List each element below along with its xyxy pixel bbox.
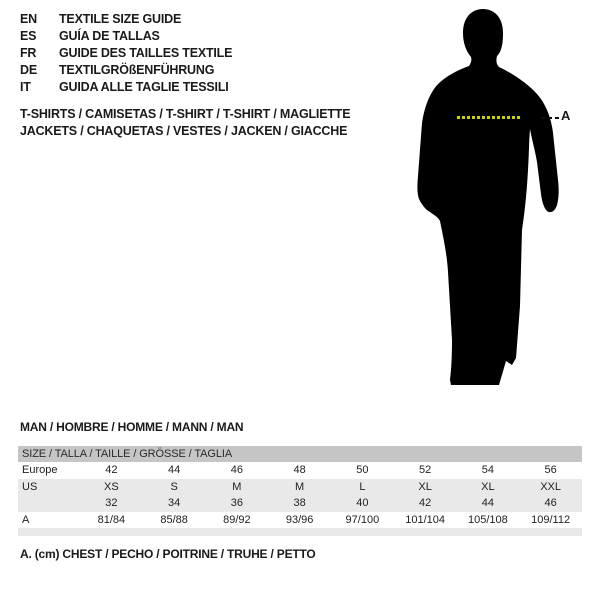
size-value: XL (481, 480, 495, 493)
language-row-it (20, 79, 232, 96)
row-label: Europe (22, 464, 58, 476)
size-value: XL (418, 480, 432, 493)
size-value: S (170, 480, 178, 493)
size-value: 105/108 (467, 513, 508, 526)
size-value: 38 (293, 497, 306, 509)
measure-label-a: A (561, 108, 571, 123)
size-table (18, 446, 582, 536)
size-value: XS (104, 480, 119, 493)
category-list (20, 106, 350, 140)
size-value: XXL (540, 480, 562, 493)
table-row (18, 462, 582, 479)
chest-measure-line (457, 116, 521, 119)
size-value: 44 (481, 497, 494, 509)
language-row-de (20, 62, 232, 79)
language-label: GUIDA ALLE TAGLIE TESSILI (59, 80, 229, 94)
table-row (18, 479, 582, 496)
language-guide (20, 11, 232, 96)
size-value: M (295, 480, 305, 493)
row-label (18, 495, 80, 512)
section-title: MAN / HOMBRE / HOMME / MANN / MAN (20, 420, 244, 434)
row-label: A (22, 513, 30, 526)
category-jackets: JACKETS / CHAQUETAS / VESTES / JACKEN / GIACCHE (20, 124, 348, 138)
language-code: IT (20, 80, 31, 94)
size-value: 89/92 (223, 513, 251, 526)
table-row (18, 495, 582, 512)
language-row-fr (20, 45, 232, 62)
size-value: 85/88 (160, 513, 188, 526)
language-row-en (20, 11, 232, 28)
language-code: ES (20, 29, 37, 43)
measure-callout-line (541, 117, 559, 119)
size-value: 109/112 (531, 513, 571, 526)
size-value: 81/84 (97, 513, 126, 526)
size-value: 93/96 (285, 513, 314, 526)
table-footer-strip (18, 528, 582, 536)
size-value: 32 (105, 497, 118, 509)
size-value: 101/104 (405, 513, 445, 526)
size-value: 42 (105, 464, 118, 476)
table-row (18, 512, 582, 529)
size-table-body (18, 462, 582, 528)
size-value: 97/100 (345, 513, 380, 526)
measurement-footnote: A. (cm) CHEST / PECHO / POITRINE / TRUHE / PETTO (20, 547, 316, 561)
size-value: 40 (356, 497, 369, 509)
size-value: 46 (230, 464, 243, 476)
size-value: 36 (230, 497, 243, 509)
size-table-header: SIZE / TALLA / TAILLE / GRÖSSE / TAGLIA (18, 446, 582, 462)
language-label: TEXTILE SIZE GUIDE (59, 12, 182, 26)
language-code: EN (20, 12, 37, 26)
size-value: 46 (544, 497, 557, 509)
size-value: 34 (168, 497, 181, 509)
size-value: 54 (481, 464, 494, 476)
man-silhouette-shape (417, 9, 558, 385)
language-code: DE (20, 63, 37, 77)
size-value: 50 (356, 464, 369, 476)
language-row-es (20, 28, 232, 45)
size-value: 42 (419, 497, 432, 509)
size-value: 56 (544, 464, 557, 476)
language-label: GUÍA DE TALLAS (59, 29, 160, 43)
size-value: 48 (293, 464, 306, 476)
row-label: US (22, 480, 38, 493)
language-label: TEXTILGRÖßENFÜHRUNG (59, 63, 215, 77)
size-value: 44 (168, 464, 181, 476)
language-code: FR (20, 46, 37, 60)
size-value: L (359, 480, 366, 493)
man-silhouette (415, 8, 565, 388)
size-value: 52 (419, 464, 432, 476)
size-value: M (232, 480, 242, 493)
language-label: GUIDE DES TAILLES TEXTILE (59, 46, 233, 60)
category-tshirts: T-SHIRTS / CAMISETAS / T-SHIRT / T-SHIRT / MAGLIETTE (20, 107, 351, 121)
